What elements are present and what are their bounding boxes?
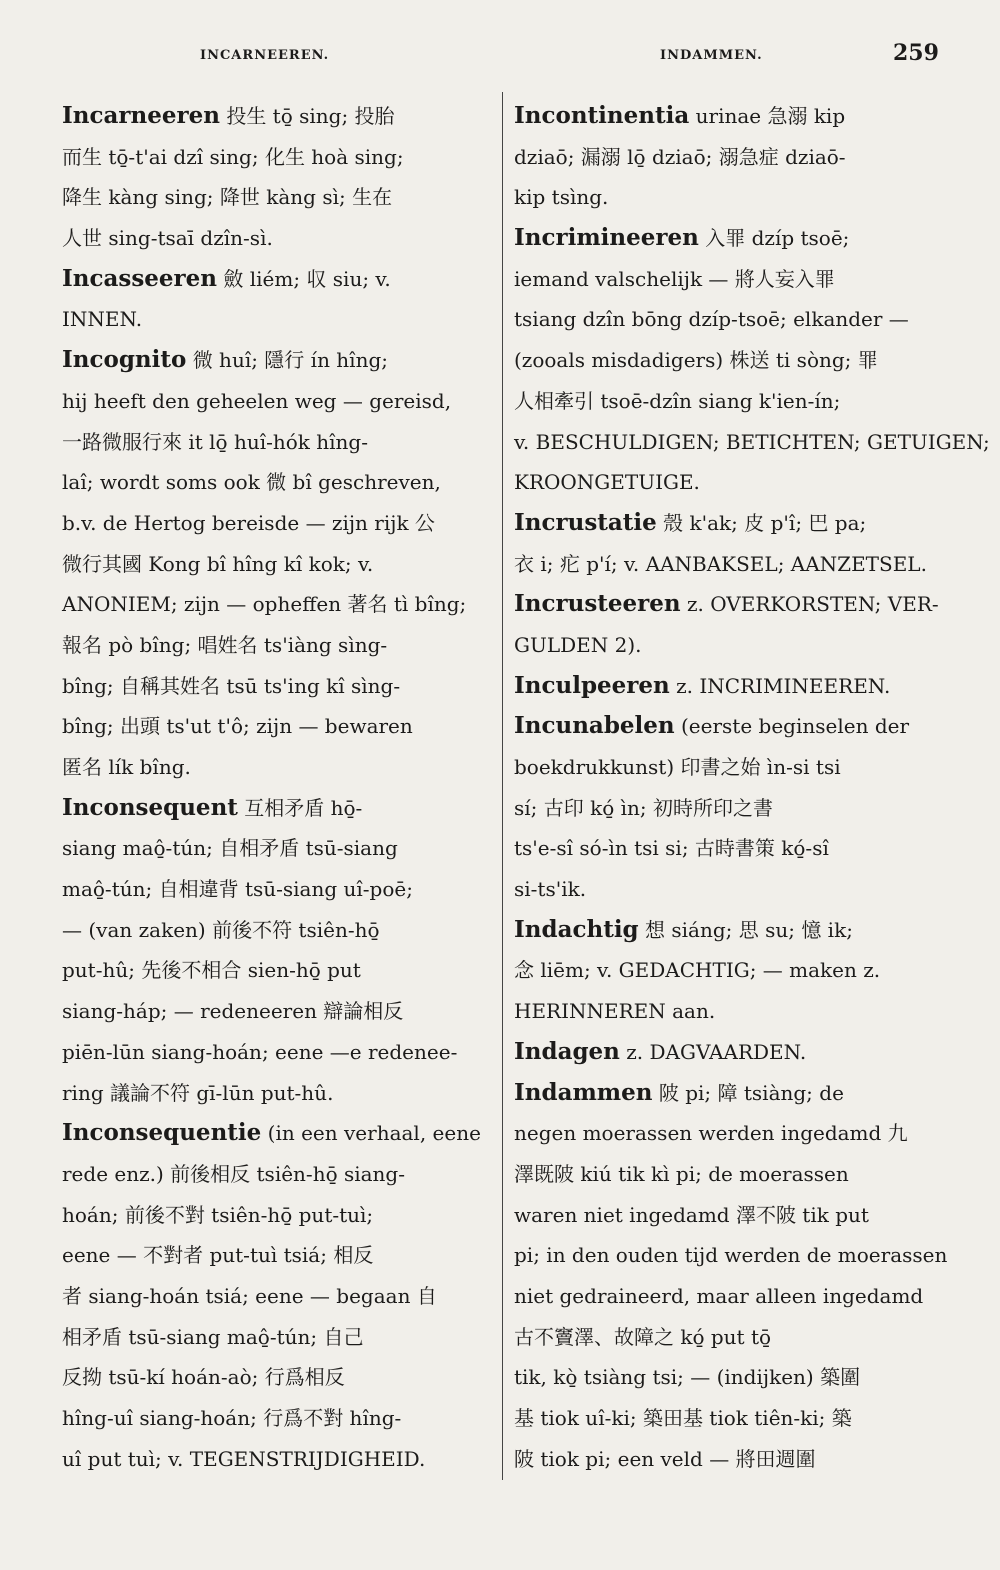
text-line: — (van zaken) 前後不符 tsiên-hō̱ [62,917,380,942]
headword: Indagen [514,1037,620,1065]
text-line: v. BESCHULDIGEN; BETICHTEN; GETUIGEN; [514,429,990,454]
text-line: dziaō; 漏溺 lō̱ dziaō; 溺急症 dziaō- [514,144,846,169]
text-line: Inconsequent 互相矛盾 hō̱- [62,793,363,821]
text-line: INNEN. [62,307,143,332]
text-line: (zooals misdadigers) 株送 ti sòng; 罪 [514,348,878,373]
text-line: si-ts'ik. [514,877,587,902]
text-line: Inculpeeren z. INCRIMINEEREN. [514,671,891,699]
text-line: hîng-uî siang-hoán; 行爲不對 hîng- [62,1406,402,1430]
text-line: maô̱-tún; 自相違背 tsū-siang uî-poē; [62,877,413,902]
text-line: 一路微服行來 it lō̱ huî-hók hîng- [62,429,368,454]
text-line: bîng; 出頭 ts'ut t'ô; zijn — bewaren [62,714,413,739]
text-line: Incarneeren 投生 tō̱ sing; 投胎 [62,102,395,129]
text-line: 陂 tiok pi; een veld — 將田週圍 [514,1446,816,1471]
text-line: Incrimineeren 入罪 dzíp tsoē; [514,224,850,252]
text-line: niet gedraineerd, maar alleen ingedamd [514,1283,924,1308]
text-line: iemand valschelijk — 將人妄入罪 [514,266,835,291]
headword: Incarneeren [62,102,220,129]
text-line: eene — 不對者 put-tuì tsiá; 相反 [62,1243,374,1268]
text-line: 降生 kàng sing; 降世 kàng sì; 生在 [62,185,393,210]
text-line: bîng; 自稱其姓名 tsū ts'ing kî sìng- [62,673,401,698]
text-line: 相矛盾 tsū-siang maô̱-tún; 自己 [62,1324,364,1349]
running-head-left: INCARNEEREN. [200,48,330,63]
text-line: GULDEN 2). [514,632,642,657]
text-line: Incrustatie 殼 k'ak; 皮 p'î; 巴 pa; [514,508,867,536]
left-column [62,96,482,1479]
text-line: hoán; 前後不對 tsiên-hō̱ put-tuì; [62,1202,374,1227]
text-line: tsiang dzîn bōng dzíp-tsoē; elkander — [514,307,909,332]
text-line: kip tsìng. [514,185,609,210]
headword: Incunabelen [514,712,675,740]
text-line: 念 liēm; v. GEDACHTIG; — maken z. [514,958,881,983]
text-line: 報名 pò bîng; 唱姓名 ts'iàng sìng- [62,632,388,657]
page-number: 259 [893,40,939,66]
headword: Incasseeren [62,264,218,292]
text-line: KROONGETUIGE. [514,470,700,495]
text-line: Incognito 微 huî; 隱行 ín hîng; [62,346,389,374]
text-line: b.v. de Hertog bereisde — zijn rijk 公 [62,510,435,535]
right-column [514,96,990,1479]
headword: Incontinentia [514,102,690,129]
text-line: 人世 sing-tsaī dzîn-sì. [62,226,273,251]
running-head-right: INDAMMEN. [660,48,763,63]
text-line: 基 tiok uî-ki; 築田基 tiok tiên-ki; 築 [514,1406,852,1430]
text-line: Inconsequentie (in een verhaal, eene [62,1119,481,1147]
text-line: tik, kò̱ tsiàng tsi; — (indijken) 築圍 [514,1365,861,1390]
text-line: hij heeft den geheelen weg — gereisd, [62,388,452,413]
text-line: waren niet ingedamd 澤不陂 tik put [514,1202,869,1227]
text-line: sí; 古印 kó̱ ìn; 初時所印之書 [514,795,774,820]
text-line: 者 siang-hoán tsiá; eene — begaan 自 [62,1283,437,1308]
text-line: HERINNEREN aan. [514,999,716,1024]
text-line: piēn-lūn siang-hoán; eene —e redenee- [62,1039,458,1064]
text-line: laî; wordt soms ook 微 bî geschreven, [62,470,441,495]
text-line: Incontinentia urinae 急溺 kip [514,102,846,129]
text-line: Indachtig 想 siáng; 思 su; 憶 ik; [514,915,853,943]
text-line: Incunabelen (eerste beginselen der [514,712,910,740]
text-line: ANONIEM; zijn — opheffen 著名 tì bîng; [62,592,467,617]
text-line: pi; in den ouden tijd werden de moerassen [514,1243,948,1268]
text-line: ts'e-sî só-ìn tsi si; 古時書策 kó̱-sî [514,836,829,861]
text-line: 澤既陂 kiú tik kì pi; de moerassen [514,1161,849,1186]
text-line: 人相牽引 tsoē-dzîn siang k'ien-ín; [514,388,841,413]
text-line: negen moerassen werden ingedamd 九 [514,1121,908,1146]
text-line: Indammen 陂 pi; 障 tsiàng; de [514,1078,844,1106]
text-line: siang maô̱-tún; 自相矛盾 tsū-siang [62,836,398,861]
headword: Inculpeeren [514,671,670,699]
headword: Indammen [514,1078,653,1106]
text-line: uî put tuì; v. TEGENSTRIJDIGHEID. [62,1446,426,1471]
headword: Incrimineeren [514,224,699,252]
text-line: 反拗 tsū-kí hoán-aò; 行爲相反 [62,1365,345,1390]
text-line: ring 議論不符 gī-lūn put-hû. [62,1080,334,1105]
headword: Inconsequentie [62,1119,262,1147]
headword: Incrusteeren [514,590,681,618]
text-line: boekdrukkunst) 印書之始 ìn-si tsi [514,755,841,779]
text-line: rede enz.) 前後相反 tsiên-hō̱ siang- [62,1161,405,1186]
headword: Incrustatie [514,508,657,536]
text-line: put-hû; 先後不相合 sien-hō̱ put [62,958,361,983]
headword: Inconsequent [62,793,238,821]
column-divider [502,92,503,1480]
headword: Indachtig [514,915,639,943]
text-line: siang-háp; — redeneeren 辯論相反 [62,999,404,1024]
headword: Incognito [62,346,187,374]
text-line: 古不竇澤、故障之 kó̱ put tō̱ [514,1324,772,1349]
text-line: Incrusteeren z. OVERKORSTEN; VER- [514,590,939,618]
text-line: 而生 tō̱-t'ai dzî sing; 化生 hoà sing; [62,144,404,169]
text-line: 衣 i; 疕 p'í; v. AANBAKSEL; AANZETSEL. [514,551,927,576]
text-line: Incasseeren 斂 liém; 収 siu; v. [62,264,391,292]
text-line: Indagen z. DAGVAARDEN. [514,1037,807,1065]
text-line: 微行其國 Kong bî hîng kî kok; v. [62,551,374,576]
text-line: 匿名 lík bîng. [62,755,191,779]
